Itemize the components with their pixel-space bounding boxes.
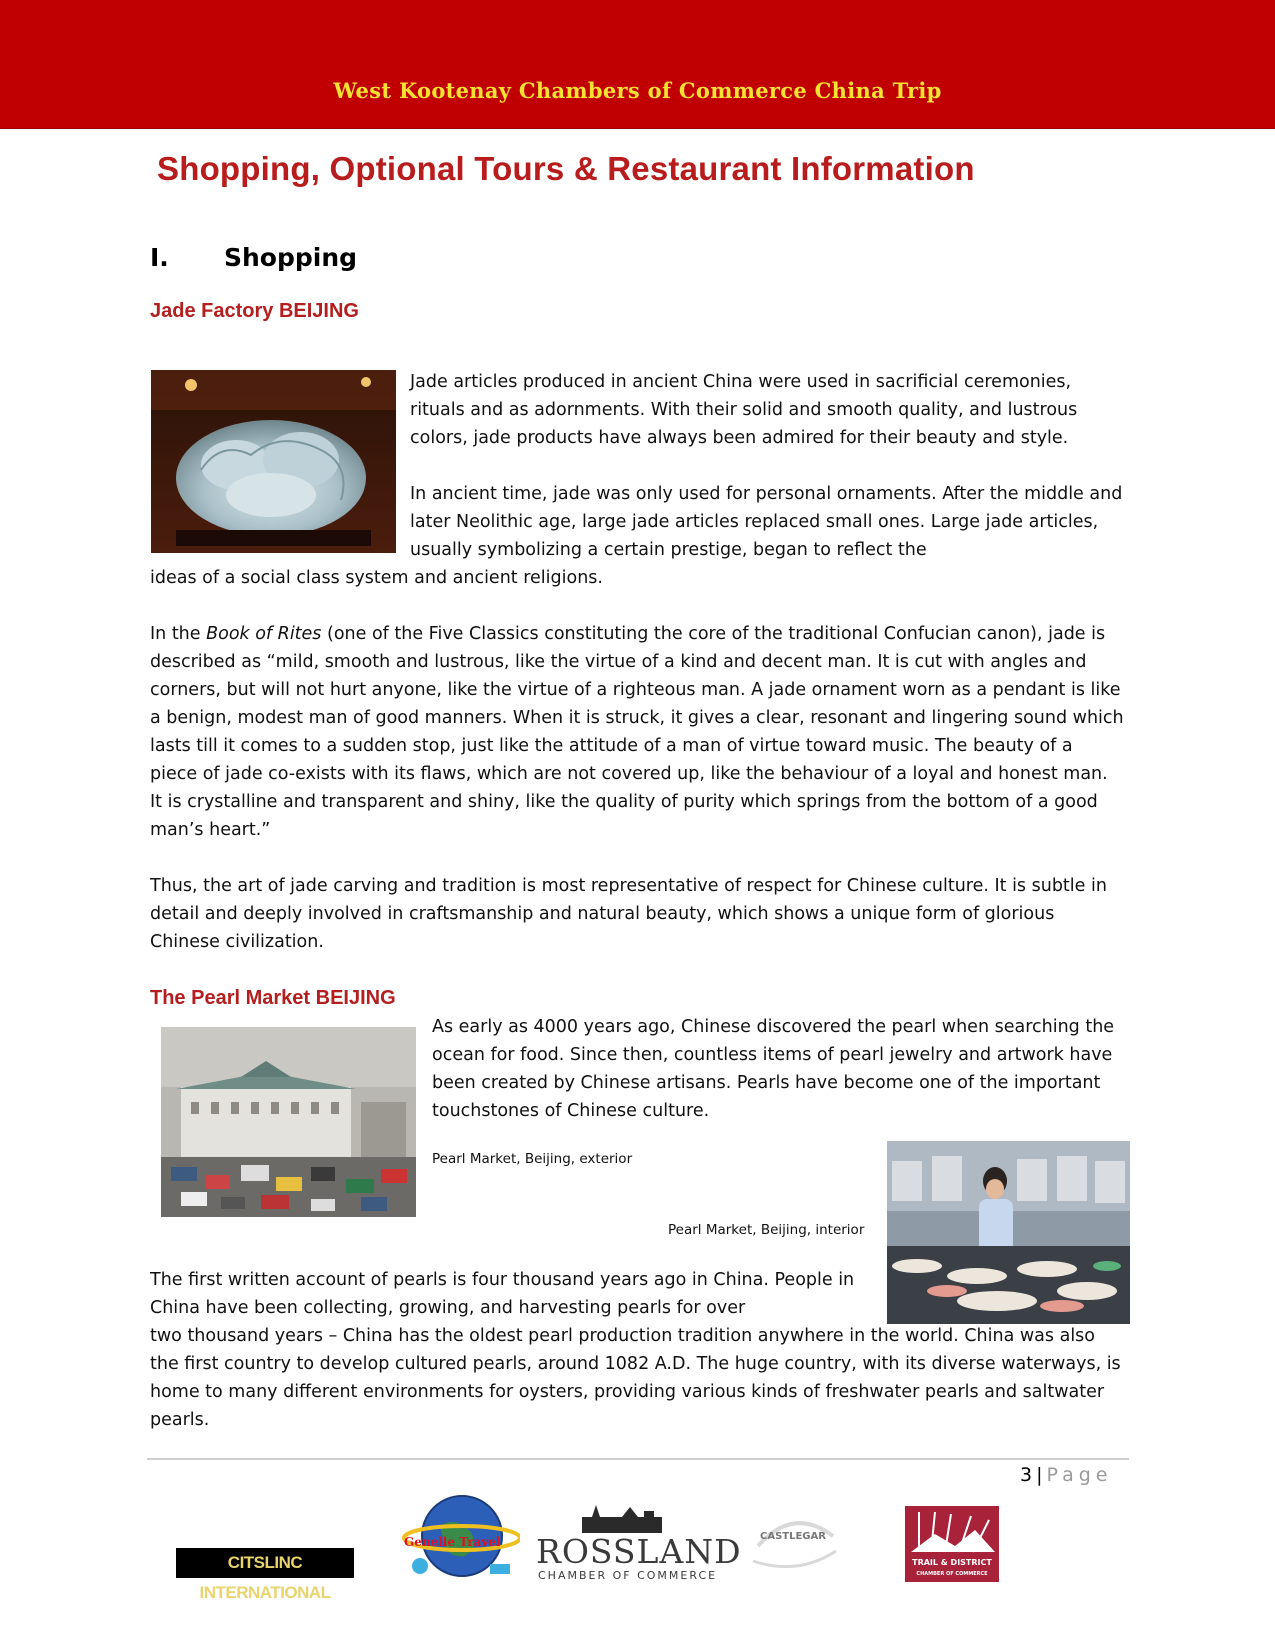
pearl-market-exterior-photo — [161, 1027, 416, 1217]
caption-interior: Pearl Market, Beijing, interior — [668, 1222, 865, 1238]
rossland-logo-sub: CHAMBER OF COMMERCE — [538, 1569, 718, 1582]
section-heading — [150, 243, 357, 272]
rossland-logo-word: ROSSLAND — [536, 1532, 742, 1571]
trail-logo-subtext: CHAMBER OF COMMERCE — [916, 1571, 988, 1577]
castlegar-logo-text: CASTLEGAR — [760, 1531, 826, 1542]
jade-paragraph-3 — [150, 620, 1125, 844]
jade-paragraph-4: Thus, the art of jade carving and tradition is most representative of respect for Chinese culture. It is subtle in detail and deeply involved in craftsmanship and natural beauty, which shows a unique form of glorious Chinese civilization. — [150, 876, 1107, 952]
page-separator: | — [1036, 1464, 1043, 1486]
pearl-heading: The Pearl Market BEIJING — [150, 987, 396, 1009]
jade-paragraph-2a: In ancient time, jade was only used for personal ornaments. After the middle and later Neolithic age, large jade articles replaced small ones. Large jade articles, usually symbolizing a certain prestige, began to reflect the — [410, 484, 1123, 560]
caption-exterior: Pearl Market, Beijing, exterior — [432, 1151, 633, 1167]
page-title: Shopping, Optional Tours & Restaurant Information — [157, 150, 975, 187]
section-title: Shopping — [224, 243, 358, 272]
book-of-rites: Book of Rites — [206, 624, 322, 644]
jade-paragraph-1: Jade articles produced in ancient China were used in sacrificial ceremonies, rituals and as adornments. With their solid and smooth quality, and lustrous colors, jade products have always been admired for their beauty and style. — [410, 372, 1078, 448]
pearl-paragraph-1: As early as 4000 years ago, Chinese discovered the pearl when searching the ocean for food. Since then, countless items of pearl jewelry and artwork have been created by Chinese artisans. Pearls have become one of the important touchstones of Chinese culture. — [432, 1017, 1115, 1121]
pearl-market-interior-photo — [887, 1141, 1130, 1324]
page-number-value: 3 — [1020, 1464, 1033, 1486]
genelle-travel-text: Genelle Travel — [404, 1535, 501, 1549]
trail-logo-text: TRAIL & DISTRICT — [912, 1558, 992, 1567]
p3-prefix: In the — [150, 624, 207, 644]
pearl-paragraph-2b: two thousand years – China has the oldest pearl production tradition anywhere in the world. China was also the first country to develop cultured pearls, around 1082 A.D. The huge country, with its diverse waterways, is home to many different environments for oysters, providing various kinds of freshwater pearls and saltwater pearls. — [150, 1326, 1121, 1430]
jade-heading: Jade Factory BEIJING — [150, 300, 359, 322]
pearl-paragraph-2a: The first written account of pearls is four thousand years ago in China. People in China have been collecting, growing, and harvesting pearls for over — [150, 1270, 855, 1318]
page-label: Page — [1046, 1464, 1113, 1486]
footer-divider — [147, 1458, 1129, 1460]
rossland-skyline-icon — [582, 1503, 662, 1533]
p3-rest: (one of the Five Classics constituting the core of the traditional Confucian canon), jade is described as “mild, smooth and lustrous, like the virtue of a kind and decent man. It is cut with angles and corners, but will not hurt anyone, like the virtue of a righteous man. A jade ornament worn as a pendant is like a benign, modest man of good manners. When it is struck, it gives a clear, resonant and lingering sound which lasts till it comes to a sudden stop, just like the attitude of a man of virtue toward music. The beauty of a piece of jade co-exists with its flaws, which are not covered up, like the behaviour of a loyal and honest man. It is crystalline and transparent and shiny, like the quality of purity which springs from the bottom of a good man’s heart.” — [150, 624, 1124, 840]
jade-paragraph-2b: ideas of a social class system and ancient religions. — [150, 568, 603, 588]
header-banner — [0, 0, 1275, 129]
section-number: I. — [150, 243, 169, 272]
jade-carving-photo — [151, 370, 396, 553]
citslinc-logo: CITSLINC INTERNATIONAL — [176, 1548, 354, 1578]
banner-title: West Kootenay Chambers of Commerce China Trip — [333, 78, 942, 103]
page-number — [1020, 1464, 1113, 1486]
